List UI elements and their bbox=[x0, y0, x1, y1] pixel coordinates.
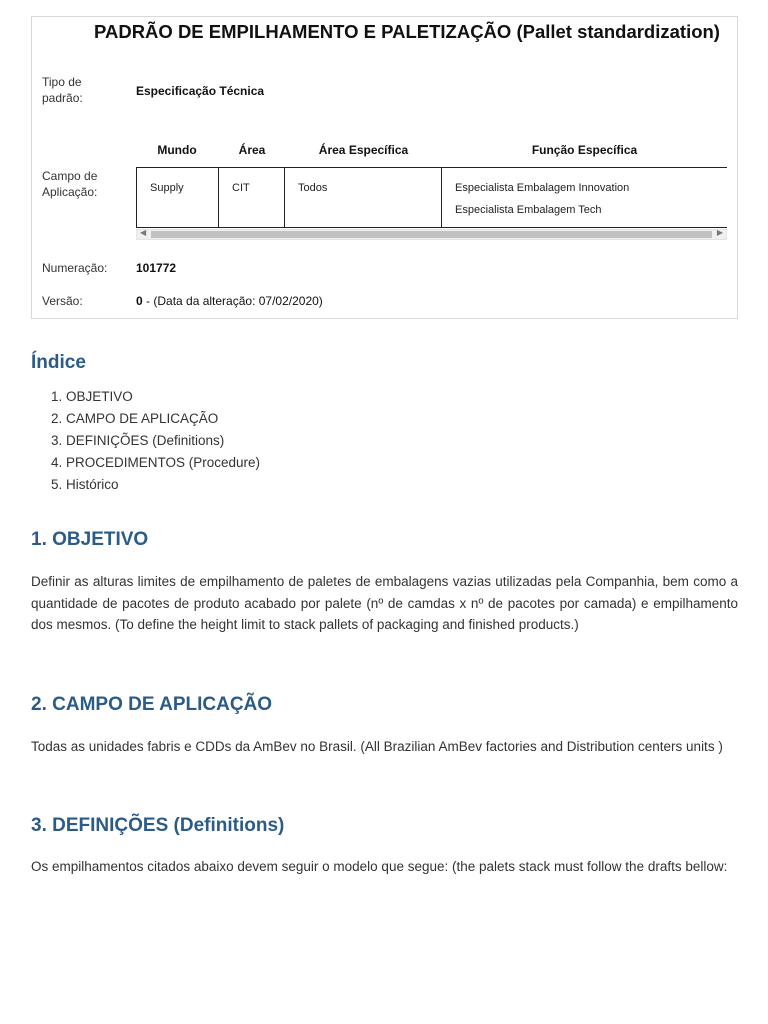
index-list bbox=[51, 386, 260, 496]
index-heading: Índice bbox=[31, 352, 86, 373]
cell-mundo: Supply bbox=[150, 182, 184, 194]
index-item[interactable]: 1. OBJETIVO bbox=[51, 389, 133, 404]
index-item[interactable]: 4. PROCEDIMENTOS (Procedure) bbox=[51, 455, 261, 470]
scrollbar-thumb[interactable] bbox=[151, 231, 712, 238]
section-text-objetivo: Definir as alturas limites de empilhamento de paletes de embalagens vazias utilizadas pela Companhia, bem como a quantidade de pacotes de produto acabado por palete (nº de camdas x nº de pacotes por camada) e empilhamento dos mesmos. (To define the height limit to stack pallets of packaging and finished products.) bbox=[31, 574, 738, 632]
campo-aplicacao-label: Campo de Aplicação: bbox=[42, 169, 98, 199]
versao-value bbox=[136, 293, 323, 309]
tipo-padrao-label: Tipo de padrão: bbox=[42, 75, 83, 105]
column-divider bbox=[218, 168, 219, 227]
versao-label: Versão: bbox=[42, 294, 83, 308]
versao-number: 0 bbox=[136, 294, 143, 308]
cell-funcao-especifica: Especialista Embalagem Innovation bbox=[455, 182, 630, 194]
aplicacao-table bbox=[136, 167, 727, 228]
versao-note: - (Data da alteração: 07/02/2020) bbox=[142, 294, 323, 308]
scroll-left-arrow-icon[interactable]: ◀ bbox=[140, 228, 147, 237]
section-text-campo-aplicacao: Todas as unidades fabris e CDDs da AmBev no Brasil. (All Brazilian AmBev factories and Distribution centers units ) bbox=[31, 739, 723, 754]
table-border-left bbox=[136, 168, 137, 227]
cell-funcao-especifica: Especialista Embalagem Tech bbox=[455, 204, 602, 216]
numeracao-label: Numeração: bbox=[42, 261, 108, 275]
column-header-funcao-especifica: Função Específica bbox=[531, 143, 638, 157]
column-header-mundo: Mundo bbox=[157, 143, 197, 157]
tipo-padrao-value: Especificação Técnica bbox=[136, 84, 265, 98]
column-header-area-especifica: Área Específica bbox=[318, 143, 409, 157]
section-heading-definicoes: 3. DEFINIÇÕES (Definitions) bbox=[31, 815, 285, 836]
column-header-area: Área bbox=[238, 143, 266, 157]
cell-area: CIT bbox=[232, 182, 250, 194]
numeracao-value: 101772 bbox=[136, 261, 177, 275]
column-divider bbox=[441, 168, 442, 227]
cell-area-especifica: Todos bbox=[298, 182, 328, 194]
index-item[interactable]: 5. Histórico bbox=[51, 477, 119, 492]
section-text-definicoes: Os empilhamentos citados abaixo devem seguir o modelo que segue: (the palets stack must follow the drafts bellow: bbox=[31, 859, 728, 874]
index-item[interactable]: 2. CAMPO DE APLICAÇÃO bbox=[51, 411, 219, 426]
column-divider bbox=[284, 168, 285, 227]
table-horizontal-scrollbar[interactable] bbox=[136, 229, 727, 240]
document-header-box bbox=[31, 16, 738, 319]
section-heading-campo-aplicacao: 2. CAMPO DE APLICAÇÃO bbox=[31, 694, 273, 715]
index-item[interactable]: 3. DEFINIÇÕES (Definitions) bbox=[51, 433, 225, 448]
scroll-right-arrow-icon[interactable]: ▶ bbox=[716, 228, 723, 237]
document-title: PADRÃO DE EMPILHAMENTO E PALETIZAÇÃO (Pallet standardization) bbox=[94, 21, 720, 42]
section-heading-objetivo: 1. OBJETIVO bbox=[31, 529, 149, 550]
